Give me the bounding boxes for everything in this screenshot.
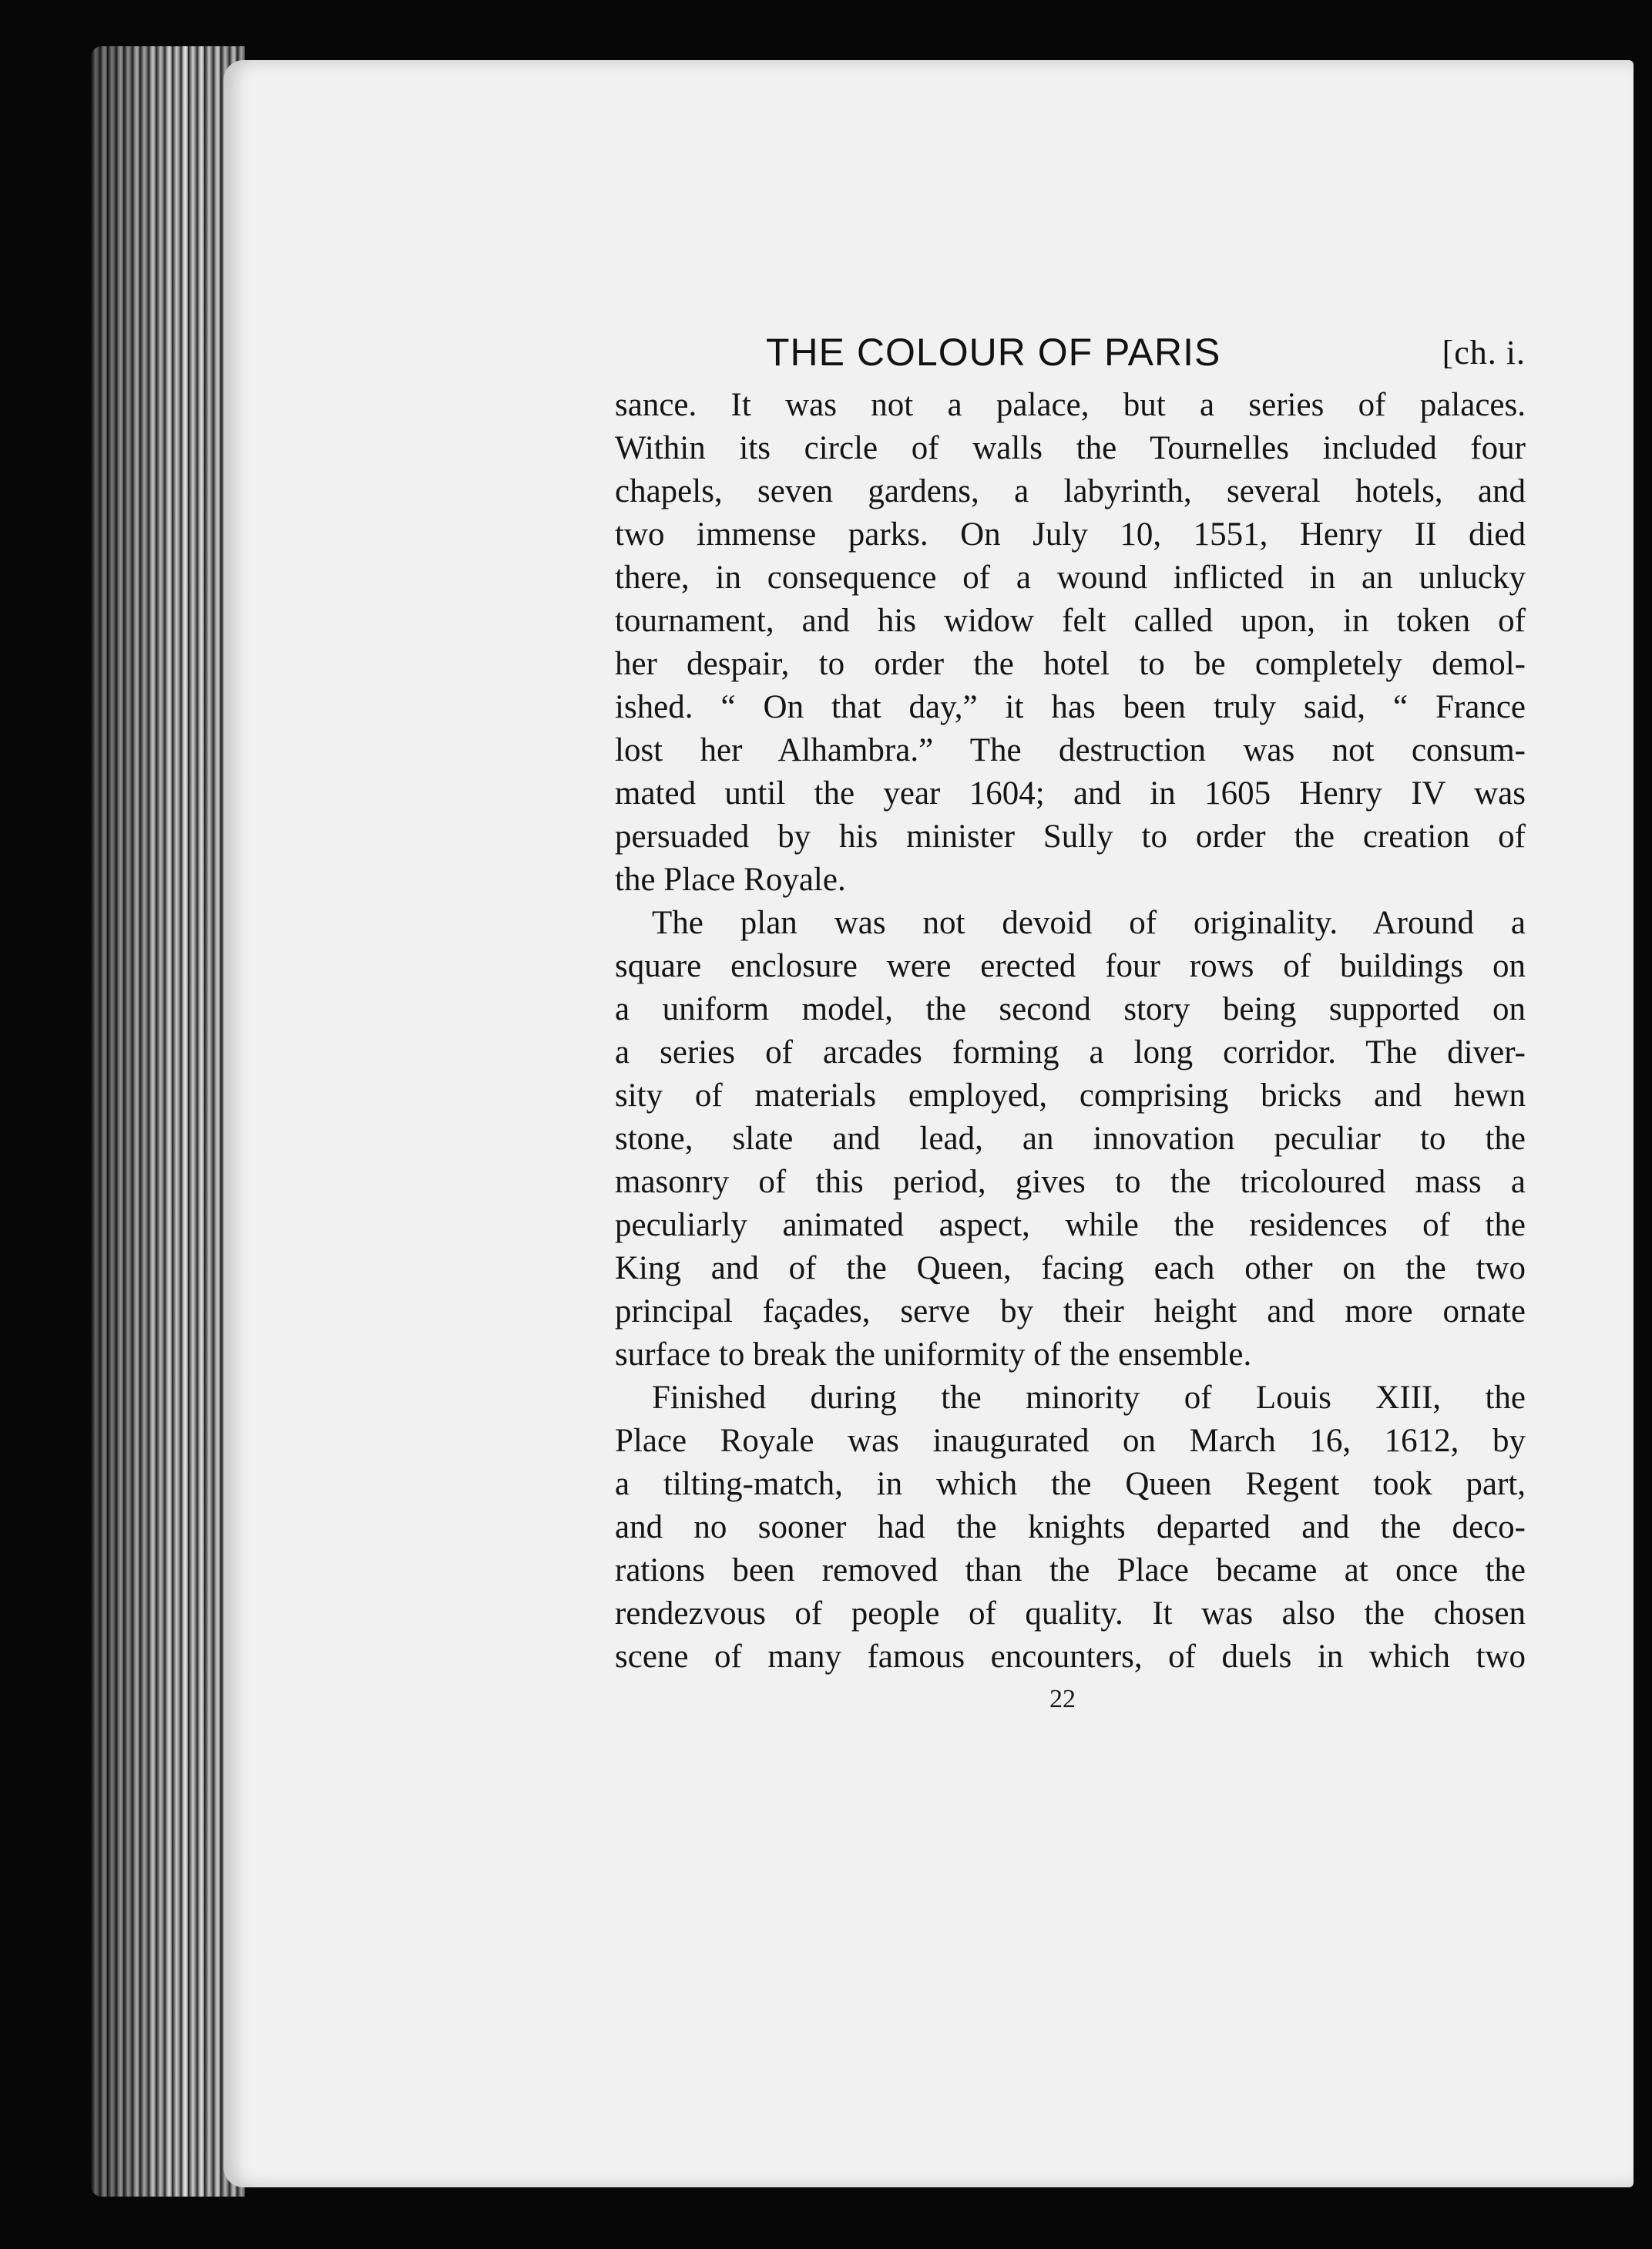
text-line: King and of the Queen, facing each other on the two	[615, 1250, 1526, 1286]
text-line: there, in consequence of a wound inflicted in an unlucky	[615, 560, 1526, 596]
text-line: mated until the year 1604; and in 1605 Henry IV was	[615, 775, 1526, 812]
text-line: peculiarly animated aspect, while the residences of the	[615, 1207, 1526, 1243]
text-line: lost her Alhambra.” The destruction was not consum-	[615, 732, 1526, 768]
running-head-chapter: [ch. i.	[1442, 334, 1526, 371]
text-line: rendezvous of people of quality. It was also the chosen	[615, 1595, 1526, 1632]
text-line: a series of arcades forming a long corridor. The diver-	[615, 1034, 1526, 1071]
text-line: Within its circle of walls the Tournelles included four	[615, 430, 1526, 466]
text-line: ished. “ On that day,” it has been truly said, “ France	[615, 689, 1526, 725]
text-line: a uniform model, the second story being supported on	[615, 991, 1526, 1027]
text-line: Place Royale was inaugurated on March 16, 1612, by	[615, 1423, 1526, 1459]
page-number: 22	[1049, 1685, 1076, 1713]
text-line: sance. It was not a palace, but a series of palaces.	[615, 387, 1526, 423]
text-line: square enclosure were erected four rows of buildings on	[615, 948, 1526, 984]
text-line: Finished during the minority of Louis XIII, the	[652, 1380, 1526, 1416]
paragraph-place-royale-plan	[615, 902, 1526, 1377]
running-head-title: THE COLOUR OF PARIS	[766, 331, 1221, 374]
text-line: persuaded by his minister Sully to order the creation of	[615, 819, 1526, 855]
text-line: tournament, and his widow felt called upon, in token of	[615, 603, 1526, 639]
paragraph-inauguration	[615, 1377, 1526, 1679]
text-line: the Place Royale.	[615, 862, 846, 898]
text-line: masonry of this period, gives to the tricoloured mass a	[615, 1164, 1526, 1200]
text-line: principal façades, serve by their height and more ornate	[615, 1293, 1526, 1330]
paragraph-continued	[615, 384, 1526, 902]
text-line: sity of materials employed, comprising bricks and hewn	[615, 1077, 1526, 1114]
page-edges-shadow	[91, 46, 245, 2197]
text-line: scene of many famous encounters, of duels in which two	[615, 1639, 1526, 1675]
text-line: surface to break the uniformity of the ensemble.	[615, 1336, 1252, 1373]
text-line: and no sooner had the knights departed and the deco-	[615, 1509, 1526, 1545]
text-line: two immense parks. On July 10, 1551, Henry II died	[615, 516, 1526, 553]
text-line: her despair, to order the hotel to be completely demol-	[615, 646, 1526, 682]
text-block	[615, 330, 1526, 1679]
text-line: The plan was not devoid of originality. Around a	[652, 905, 1526, 941]
text-line: a tilting-match, in which the Queen Regent took part,	[615, 1466, 1526, 1502]
text-line: stone, slate and lead, an innovation peculiar to the	[615, 1121, 1526, 1157]
text-line: rations been removed than the Place became at once the	[615, 1552, 1526, 1588]
running-head	[615, 330, 1526, 384]
text-line: chapels, seven gardens, a labyrinth, several hotels, and	[615, 473, 1526, 509]
